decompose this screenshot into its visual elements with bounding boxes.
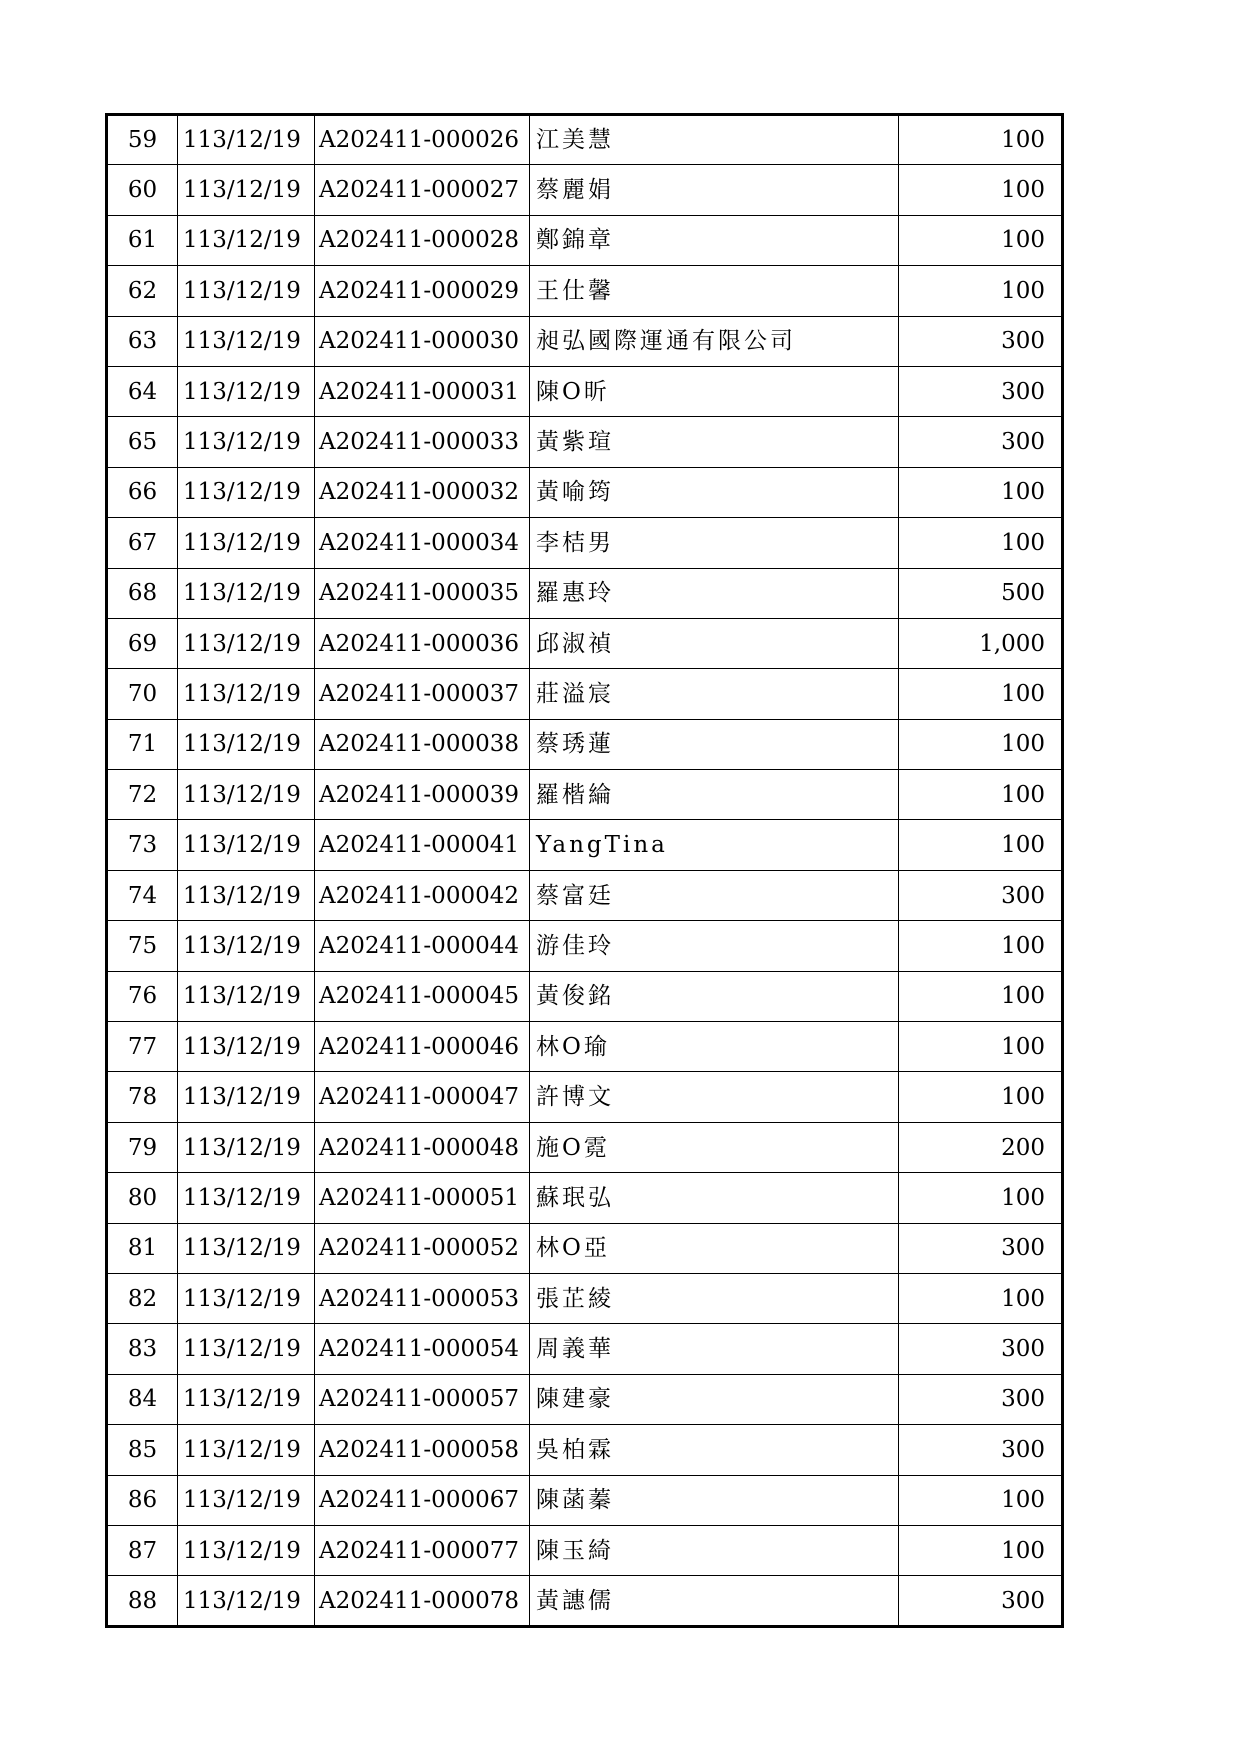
date-cell: 113/12/19 xyxy=(178,165,315,215)
row-number-cell: 80 xyxy=(107,1173,178,1223)
row-number-cell: 64 xyxy=(107,366,178,416)
table-row xyxy=(107,1475,1063,1525)
donor-name-cell: 蔡琇蓮 xyxy=(530,719,899,769)
receipt-code-cell: A202411-000039 xyxy=(315,770,530,820)
date-cell: 113/12/19 xyxy=(178,971,315,1021)
row-number-cell: 85 xyxy=(107,1425,178,1475)
donor-name-cell: 李桔男 xyxy=(530,518,899,568)
donor-name-cell: 黃俊銘 xyxy=(530,971,899,1021)
donor-name-cell: 蔡麗娟 xyxy=(530,165,899,215)
donor-name-cell: 羅楷綸 xyxy=(530,770,899,820)
amount-cell: 300 xyxy=(899,870,1063,920)
amount-cell: 100 xyxy=(899,467,1063,517)
date-cell: 113/12/19 xyxy=(178,215,315,265)
date-cell: 113/12/19 xyxy=(178,266,315,316)
receipt-code-cell: A202411-000032 xyxy=(315,467,530,517)
table-row xyxy=(107,1525,1063,1575)
row-number-cell: 69 xyxy=(107,618,178,668)
date-cell: 113/12/19 xyxy=(178,1374,315,1424)
row-number-cell: 74 xyxy=(107,870,178,920)
amount-cell: 200 xyxy=(899,1122,1063,1172)
amount-cell: 100 xyxy=(899,719,1063,769)
date-cell: 113/12/19 xyxy=(178,1324,315,1374)
row-number-cell: 86 xyxy=(107,1475,178,1525)
date-cell: 113/12/19 xyxy=(178,770,315,820)
donor-name-cell: 蔡富廷 xyxy=(530,870,899,920)
amount-cell: 100 xyxy=(899,921,1063,971)
date-cell: 113/12/19 xyxy=(178,669,315,719)
table-row xyxy=(107,215,1063,265)
table-row xyxy=(107,770,1063,820)
donor-name-cell: 張芷綾 xyxy=(530,1273,899,1323)
row-number-cell: 88 xyxy=(107,1576,178,1626)
date-cell: 113/12/19 xyxy=(178,1122,315,1172)
date-cell: 113/12/19 xyxy=(178,115,315,165)
date-cell: 113/12/19 xyxy=(178,921,315,971)
donor-name-cell: 林O瑜 xyxy=(530,1022,899,1072)
receipt-code-cell: A202411-000057 xyxy=(315,1374,530,1424)
receipt-code-cell: A202411-000029 xyxy=(315,266,530,316)
amount-cell: 100 xyxy=(899,1072,1063,1122)
receipt-code-cell: A202411-000041 xyxy=(315,820,530,870)
receipt-code-cell: A202411-000044 xyxy=(315,921,530,971)
date-cell: 113/12/19 xyxy=(178,618,315,668)
row-number-cell: 77 xyxy=(107,1022,178,1072)
receipt-code-cell: A202411-000067 xyxy=(315,1475,530,1525)
amount-cell: 100 xyxy=(899,165,1063,215)
donor-name-cell: 江美慧 xyxy=(530,115,899,165)
date-cell: 113/12/19 xyxy=(178,568,315,618)
date-cell: 113/12/19 xyxy=(178,820,315,870)
row-number-cell: 83 xyxy=(107,1324,178,1374)
table-row xyxy=(107,669,1063,719)
table-row xyxy=(107,1122,1063,1172)
table-row xyxy=(107,820,1063,870)
table-row xyxy=(107,618,1063,668)
date-cell: 113/12/19 xyxy=(178,1223,315,1273)
table-row xyxy=(107,115,1063,165)
table-row xyxy=(107,1223,1063,1273)
table-row xyxy=(107,417,1063,467)
amount-cell: 100 xyxy=(899,1525,1063,1575)
table-row xyxy=(107,921,1063,971)
table-row xyxy=(107,1576,1063,1626)
amount-cell: 100 xyxy=(899,1022,1063,1072)
amount-cell: 100 xyxy=(899,1273,1063,1323)
table-row xyxy=(107,316,1063,366)
date-cell: 113/12/19 xyxy=(178,467,315,517)
receipt-code-cell: A202411-000054 xyxy=(315,1324,530,1374)
row-number-cell: 73 xyxy=(107,820,178,870)
date-cell: 113/12/19 xyxy=(178,1425,315,1475)
row-number-cell: 67 xyxy=(107,518,178,568)
row-number-cell: 82 xyxy=(107,1273,178,1323)
amount-cell: 300 xyxy=(899,366,1063,416)
receipt-code-cell: A202411-000031 xyxy=(315,366,530,416)
receipt-code-cell: A202411-000051 xyxy=(315,1173,530,1223)
amount-cell: 300 xyxy=(899,316,1063,366)
receipt-code-cell: A202411-000034 xyxy=(315,518,530,568)
table-row xyxy=(107,1425,1063,1475)
donor-name-cell: 陳菡蓁 xyxy=(530,1475,899,1525)
table-row xyxy=(107,1173,1063,1223)
donor-name-cell: 陳玉綺 xyxy=(530,1525,899,1575)
donation-table xyxy=(105,113,1064,1628)
donor-name-cell: 黃喻筠 xyxy=(530,467,899,517)
row-number-cell: 66 xyxy=(107,467,178,517)
amount-cell: 300 xyxy=(899,1576,1063,1626)
amount-cell: 100 xyxy=(899,1173,1063,1223)
row-number-cell: 59 xyxy=(107,115,178,165)
amount-cell: 100 xyxy=(899,669,1063,719)
donor-name-cell: 黃譓儒 xyxy=(530,1576,899,1626)
row-number-cell: 87 xyxy=(107,1525,178,1575)
donor-name-cell: 游佳玲 xyxy=(530,921,899,971)
table-row xyxy=(107,467,1063,517)
date-cell: 113/12/19 xyxy=(178,1022,315,1072)
receipt-code-cell: A202411-000035 xyxy=(315,568,530,618)
amount-cell: 100 xyxy=(899,770,1063,820)
date-cell: 113/12/19 xyxy=(178,719,315,769)
row-number-cell: 71 xyxy=(107,719,178,769)
receipt-code-cell: A202411-000038 xyxy=(315,719,530,769)
receipt-code-cell: A202411-000053 xyxy=(315,1273,530,1323)
donor-name-cell: 施O霓 xyxy=(530,1122,899,1172)
date-cell: 113/12/19 xyxy=(178,316,315,366)
date-cell: 113/12/19 xyxy=(178,1576,315,1626)
date-cell: 113/12/19 xyxy=(178,1173,315,1223)
table-row xyxy=(107,165,1063,215)
table-row xyxy=(107,870,1063,920)
donor-name-cell: 莊溢宸 xyxy=(530,669,899,719)
table-row xyxy=(107,1022,1063,1072)
amount-cell: 100 xyxy=(899,266,1063,316)
date-cell: 113/12/19 xyxy=(178,1273,315,1323)
table-row xyxy=(107,971,1063,1021)
row-number-cell: 79 xyxy=(107,1122,178,1172)
receipt-code-cell: A202411-000028 xyxy=(315,215,530,265)
donor-name-cell: 許博文 xyxy=(530,1072,899,1122)
amount-cell: 100 xyxy=(899,215,1063,265)
amount-cell: 100 xyxy=(899,1475,1063,1525)
donor-name-cell: 吳柏霖 xyxy=(530,1425,899,1475)
donor-name-cell: 林O亞 xyxy=(530,1223,899,1273)
date-cell: 113/12/19 xyxy=(178,366,315,416)
date-cell: 113/12/19 xyxy=(178,1475,315,1525)
receipt-code-cell: A202411-000030 xyxy=(315,316,530,366)
receipt-code-cell: A202411-000046 xyxy=(315,1022,530,1072)
receipt-code-cell: A202411-000042 xyxy=(315,870,530,920)
table-row xyxy=(107,266,1063,316)
amount-cell: 300 xyxy=(899,1425,1063,1475)
amount-cell: 500 xyxy=(899,568,1063,618)
receipt-code-cell: A202411-000048 xyxy=(315,1122,530,1172)
table-row xyxy=(107,518,1063,568)
table-body xyxy=(107,115,1063,1627)
row-number-cell: 81 xyxy=(107,1223,178,1273)
row-number-cell: 76 xyxy=(107,971,178,1021)
amount-cell: 100 xyxy=(899,115,1063,165)
receipt-code-cell: A202411-000045 xyxy=(315,971,530,1021)
donor-name-cell: 王仕馨 xyxy=(530,266,899,316)
amount-cell: 1,000 xyxy=(899,618,1063,668)
donor-name-cell: 陳O昕 xyxy=(530,366,899,416)
table-row xyxy=(107,1374,1063,1424)
amount-cell: 100 xyxy=(899,971,1063,1021)
donor-name-cell: 黃紫瑄 xyxy=(530,417,899,467)
row-number-cell: 72 xyxy=(107,770,178,820)
row-number-cell: 68 xyxy=(107,568,178,618)
row-number-cell: 75 xyxy=(107,921,178,971)
receipt-code-cell: A202411-000047 xyxy=(315,1072,530,1122)
row-number-cell: 61 xyxy=(107,215,178,265)
donor-name-cell: 昶弘國際運通有限公司 xyxy=(530,316,899,366)
amount-cell: 300 xyxy=(899,1324,1063,1374)
donor-name-cell: 周義華 xyxy=(530,1324,899,1374)
receipt-code-cell: A202411-000037 xyxy=(315,669,530,719)
receipt-code-cell: A202411-000026 xyxy=(315,115,530,165)
donor-name-cell: 陳建豪 xyxy=(530,1374,899,1424)
table-row xyxy=(107,568,1063,618)
receipt-code-cell: A202411-000027 xyxy=(315,165,530,215)
amount-cell: 300 xyxy=(899,1223,1063,1273)
row-number-cell: 60 xyxy=(107,165,178,215)
receipt-code-cell: A202411-000052 xyxy=(315,1223,530,1273)
amount-cell: 100 xyxy=(899,820,1063,870)
table-row xyxy=(107,1273,1063,1323)
row-number-cell: 84 xyxy=(107,1374,178,1424)
amount-cell: 100 xyxy=(899,518,1063,568)
date-cell: 113/12/19 xyxy=(178,518,315,568)
amount-cell: 300 xyxy=(899,1374,1063,1424)
donor-name-cell: YangTina xyxy=(530,820,899,870)
table-row xyxy=(107,719,1063,769)
receipt-code-cell: A202411-000036 xyxy=(315,618,530,668)
row-number-cell: 65 xyxy=(107,417,178,467)
table-row xyxy=(107,1324,1063,1374)
donor-name-cell: 鄭錦章 xyxy=(530,215,899,265)
receipt-code-cell: A202411-000058 xyxy=(315,1425,530,1475)
donor-name-cell: 羅惠玲 xyxy=(530,568,899,618)
table-row xyxy=(107,1072,1063,1122)
row-number-cell: 62 xyxy=(107,266,178,316)
date-cell: 113/12/19 xyxy=(178,870,315,920)
date-cell: 113/12/19 xyxy=(178,1072,315,1122)
table-row xyxy=(107,366,1063,416)
row-number-cell: 78 xyxy=(107,1072,178,1122)
receipt-code-cell: A202411-000033 xyxy=(315,417,530,467)
date-cell: 113/12/19 xyxy=(178,1525,315,1575)
receipt-code-cell: A202411-000078 xyxy=(315,1576,530,1626)
row-number-cell: 63 xyxy=(107,316,178,366)
donor-name-cell: 邱淑禎 xyxy=(530,618,899,668)
row-number-cell: 70 xyxy=(107,669,178,719)
receipt-code-cell: A202411-000077 xyxy=(315,1525,530,1575)
amount-cell: 300 xyxy=(899,417,1063,467)
date-cell: 113/12/19 xyxy=(178,417,315,467)
donor-name-cell: 蘇珉弘 xyxy=(530,1173,899,1223)
